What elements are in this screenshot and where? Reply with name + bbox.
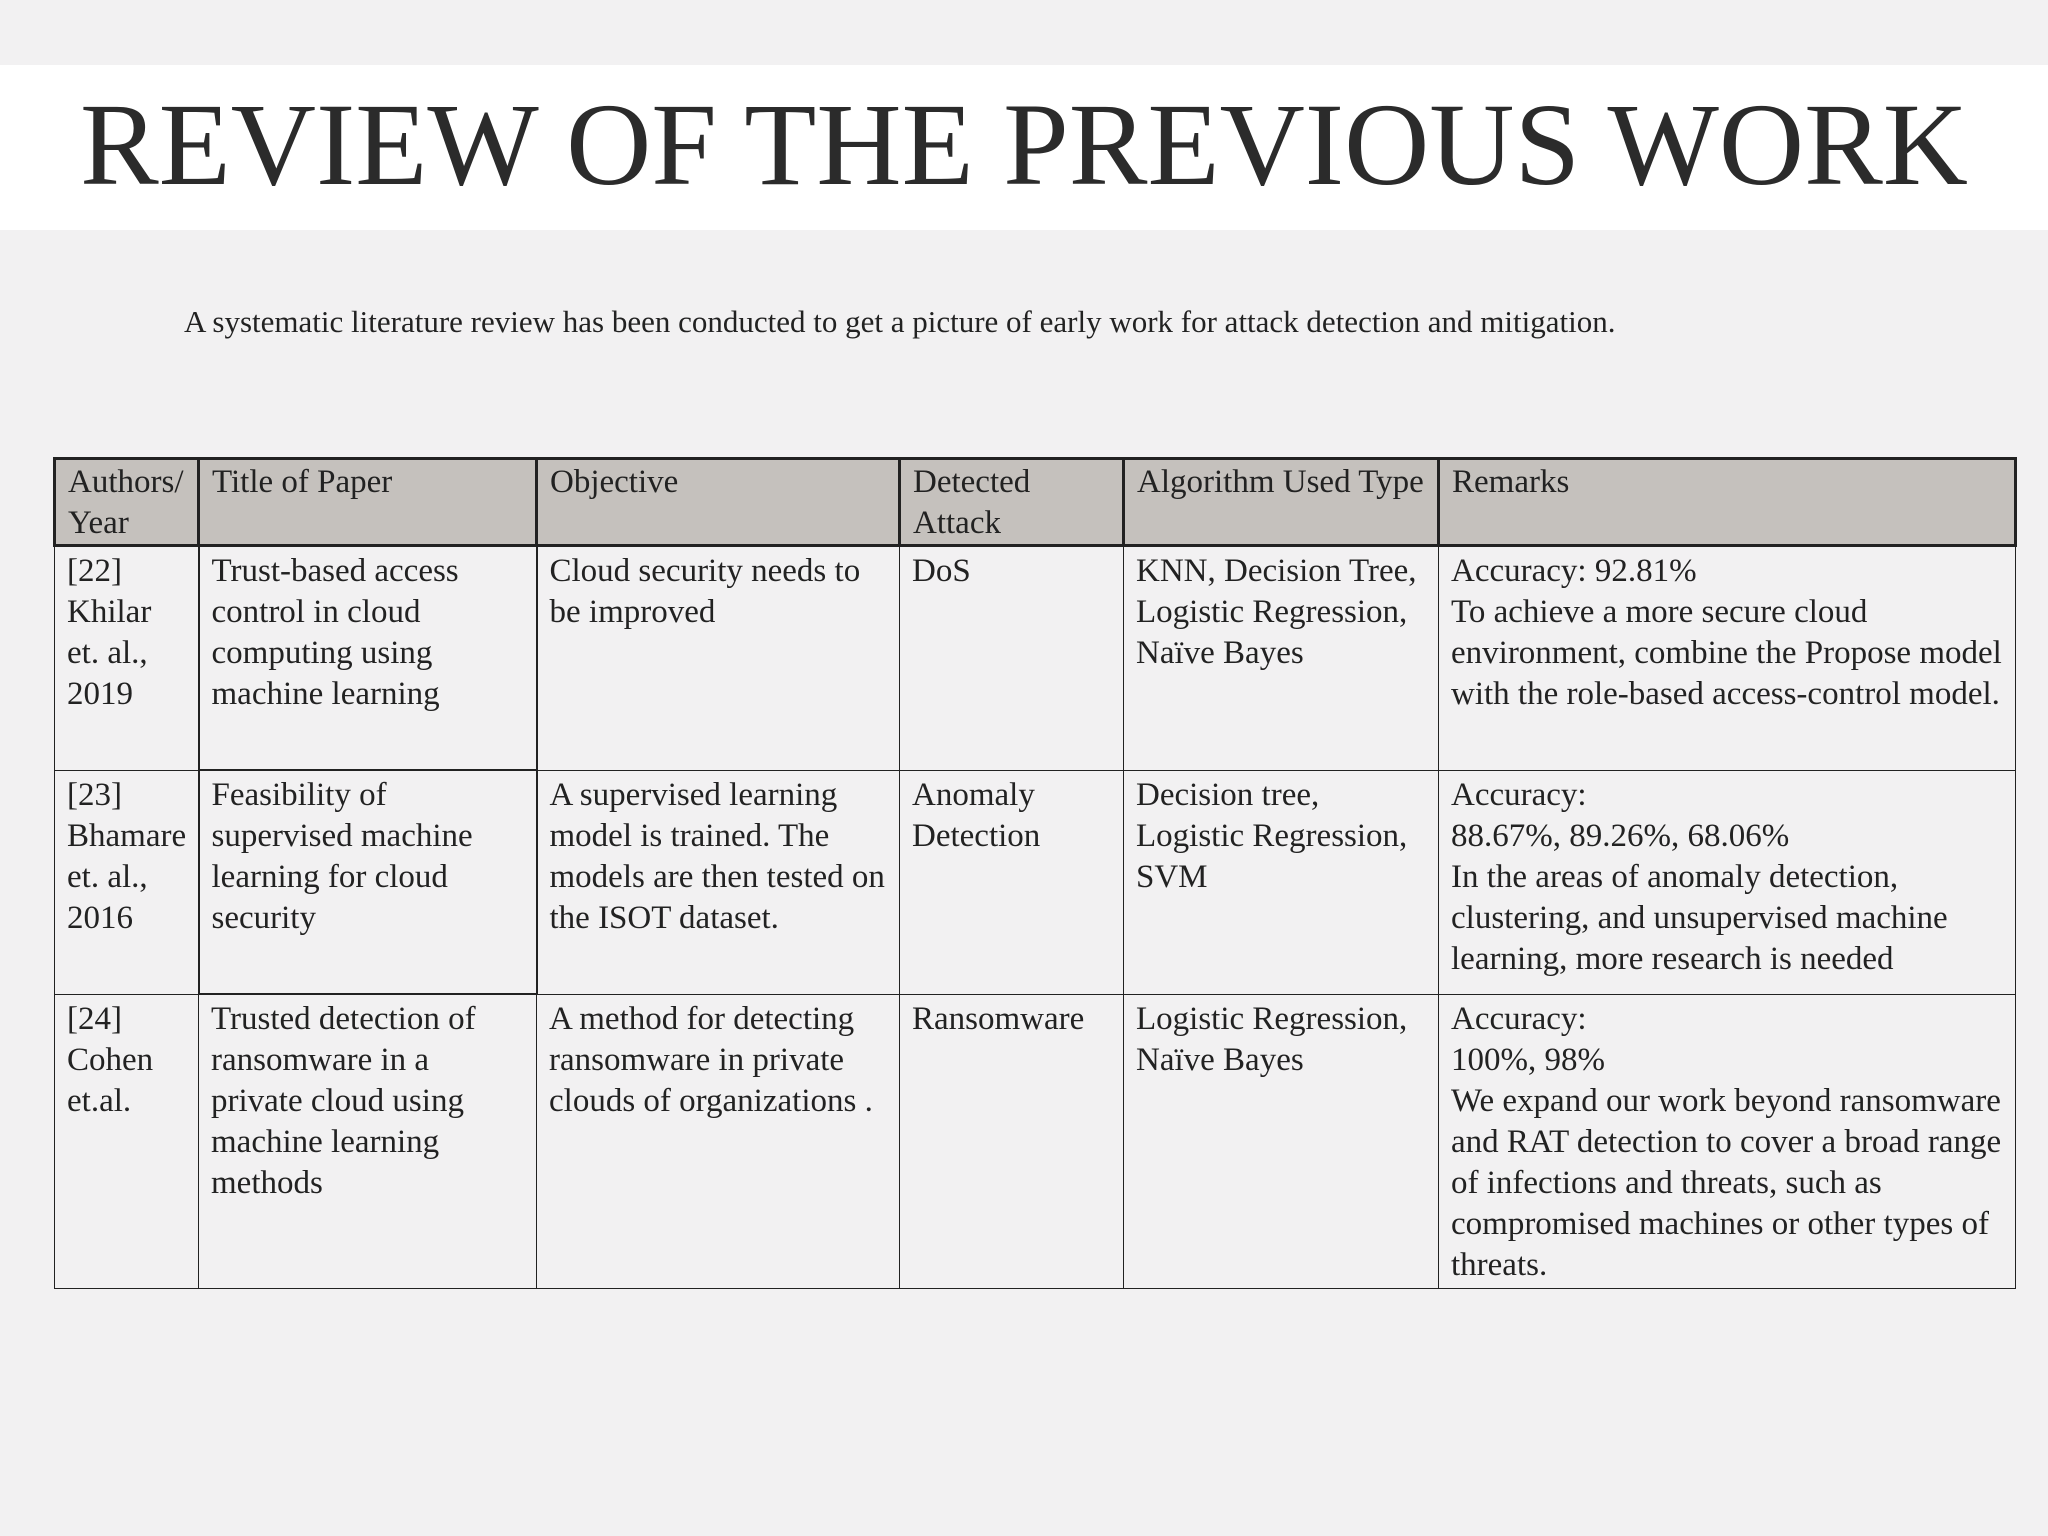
header-authors: Authors/ Year — [55, 459, 199, 546]
cell-authors: [24] Cohen et.al. — [55, 994, 199, 1288]
cell-objective: A method for detecting ransomware in private clouds of organizations . — [537, 994, 900, 1288]
cell-algorithm: KNN, Decision Tree, Logistic Regression, Naïve Bayes — [1124, 546, 1439, 771]
table-header-row — [55, 459, 2016, 546]
cell-authors: [22] Khilar et. al., 2019 — [55, 546, 199, 771]
header-algorithm: Algorithm Used Type — [1124, 459, 1439, 546]
cell-title: Trust-based access control in cloud computing using machine learning — [199, 546, 537, 771]
page-title: REVIEW OF THE PREVIOUS WORK — [79, 79, 1969, 210]
cell-remarks — [1439, 994, 2016, 1288]
cell-objective: Cloud security needs to be improved — [537, 546, 900, 771]
intro-paragraph: A systematic literature review has been conducted to get a picture of early work for attack detection and mitigation. — [184, 304, 1616, 339]
table-row — [55, 994, 2016, 1288]
remarks-accuracy: Accuracy: 92.81% — [1451, 553, 1697, 589]
header-title: Title of Paper — [199, 459, 537, 546]
cell-detected-attack: Anomaly Detection — [900, 770, 1124, 994]
title-band — [0, 65, 2048, 230]
cell-remarks — [1439, 770, 2016, 994]
cell-algorithm: Logistic Regression, Naïve Bayes — [1124, 994, 1439, 1288]
header-remarks: Remarks — [1439, 459, 2016, 546]
cell-authors: [23] Bhamare et. al., 2016 — [55, 770, 199, 994]
remarks-accuracy: Accuracy: — [1451, 1000, 1587, 1037]
remarks-values: 100%, 98% — [1451, 1041, 1605, 1078]
remarks-text: We expand our work beyond ransomware and RAT detection to cover a broad range of infections and threats, such as compromised machines or other types of threats. — [1451, 1082, 2002, 1283]
cell-title: Feasibility of supervised machine learning for cloud security — [199, 770, 537, 994]
remarks-text: In the areas of anomaly detection, clustering, and unsupervised machine learning, more research is needed — [1451, 858, 1948, 977]
remarks-values: 88.67%, 89.26%, 68.06% — [1451, 817, 1790, 854]
cell-detected-attack: Ransomware — [900, 994, 1124, 1288]
cell-remarks — [1439, 546, 2016, 771]
cell-detected-attack: DoS — [900, 546, 1124, 771]
table-row — [55, 546, 2016, 771]
remarks-accuracy: Accuracy: — [1451, 776, 1587, 813]
header-objective: Objective — [537, 459, 900, 546]
cell-objective: A supervised learning model is trained. The models are then tested on the ISOT dataset. — [537, 770, 900, 994]
table-row — [55, 770, 2016, 994]
remarks-text: To achieve a more secure cloud environment, combine the Propose model with the role-based access-control model. — [1451, 594, 2002, 712]
cell-algorithm: Decision tree, Logistic Regression, SVM — [1124, 770, 1439, 994]
cell-title: Trusted detection of ransomware in a private cloud using machine learning methods — [199, 994, 537, 1288]
review-table — [53, 457, 2017, 1289]
header-detected-attack: Detected Attack — [900, 459, 1124, 546]
